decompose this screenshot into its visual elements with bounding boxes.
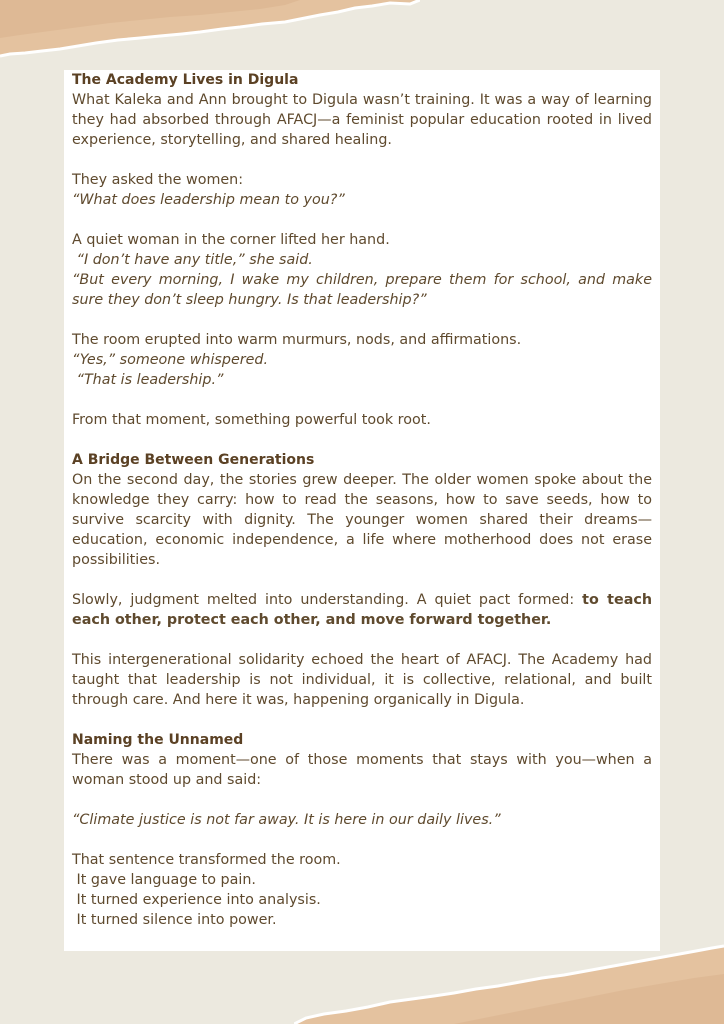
paragraph-second-day: On the second day, the stories grew deeper. The older women spoke about the knowledge they carry: how to read the seasons, how to save seeds, how to survive scarcity with dignity. The younger women shared their dreams—education, economic independence, a life where motherhood does not erase possibilities. bbox=[72, 472, 652, 568]
paragraph-gap bbox=[72, 310, 652, 330]
article-page bbox=[64, 70, 660, 951]
paragraph-academy-intro: What Kaleka and Ann brought to Digula wasn’t training. It was a way of learning they had absorbed through AFACJ—a feminist popular education rooted in lived experience, storytelling, and shared healing. bbox=[72, 92, 652, 148]
section-heading-bridge: A Bridge Between Generations bbox=[72, 452, 315, 468]
quote-every-morning: “But every morning, I wake my children, prepare them for school, and make sure they don’t sleep hungry. Is that leadership?” bbox=[72, 272, 652, 308]
paragraph-from-moment: From that moment, something powerful took root. bbox=[72, 412, 431, 428]
paragraph-gap bbox=[72, 210, 652, 230]
paragraph-quiet-pact bbox=[72, 590, 652, 630]
quote-no-title: “I don’t have any title,” she said. bbox=[72, 252, 313, 268]
quote-leadership-question: “What does leadership mean to you?” bbox=[72, 192, 345, 208]
quote-yes-whisper: “Yes,” someone whispered. bbox=[72, 352, 269, 368]
torn-paper-bottom-right-decoration bbox=[294, 944, 724, 1024]
quote-climate-justice: “Climate justice is not far away. It is here in our daily lives.” bbox=[72, 812, 501, 828]
paragraph-gap bbox=[72, 710, 652, 730]
paragraph-gap bbox=[72, 150, 652, 170]
paragraph-gap bbox=[72, 430, 652, 450]
line-language-to-pain: It gave language to pain. bbox=[72, 872, 256, 888]
line-silence-power: It turned silence into power. bbox=[72, 912, 277, 928]
torn-paper-top-left-decoration bbox=[0, 0, 420, 62]
paragraph-gap bbox=[72, 390, 652, 410]
quiet-pact-text: Slowly, judgment melted into understanding. A quiet pact formed: bbox=[72, 592, 583, 608]
line-experience-analysis: It turned experience into analysis. bbox=[72, 892, 321, 908]
paragraph-room-erupted: The room erupted into warm murmurs, nods, and affirmations. bbox=[72, 332, 522, 348]
quiet-pact-emphasis: to teach each other, protect each other, and move forward together. bbox=[72, 592, 652, 628]
paragraph-gap bbox=[72, 570, 652, 590]
paragraph-moment: There was a moment—one of those moments that stays with you—when a woman stood up and said: bbox=[72, 752, 652, 788]
paragraph-gap bbox=[72, 830, 652, 850]
section-heading-academy: The Academy Lives in Digula bbox=[72, 72, 299, 88]
paragraph-gap bbox=[72, 630, 652, 650]
section-heading-naming: Naming the Unnamed bbox=[72, 732, 244, 748]
paragraph-transformed: That sentence transformed the room. bbox=[72, 852, 341, 868]
paragraph-quiet-woman: A quiet woman in the corner lifted her hand. bbox=[72, 232, 390, 248]
paragraph-solidarity: This intergenerational solidarity echoed the heart of AFACJ. The Academy had taught that leadership is not individual, it is collective, relational, and built through care. And here it was, happening organically in Digula. bbox=[72, 652, 652, 708]
article-content bbox=[72, 70, 652, 930]
quote-that-is-leadership: “That is leadership.” bbox=[72, 372, 224, 388]
paragraph-gap bbox=[72, 790, 652, 810]
paragraph-asked: They asked the women: bbox=[72, 172, 244, 188]
